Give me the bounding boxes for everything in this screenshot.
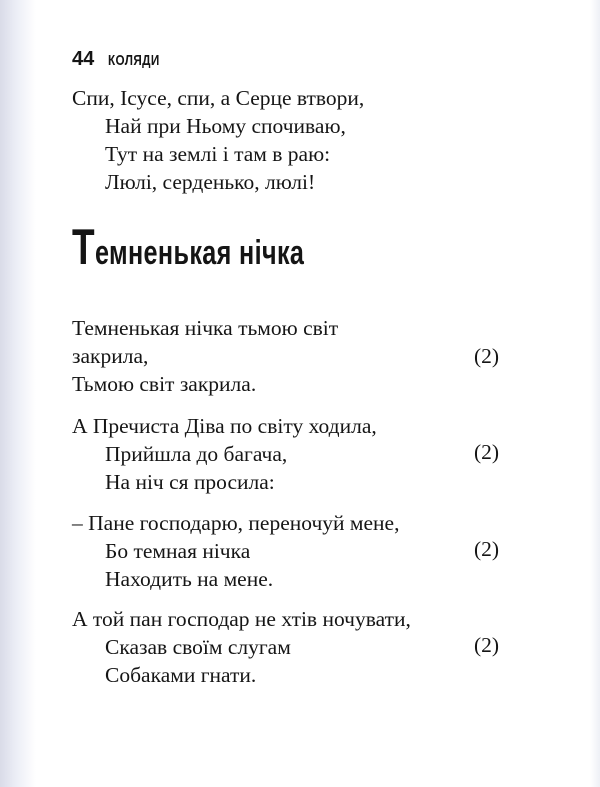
stanza-3: [72, 509, 399, 593]
verse-line: Тьмою світ закрила.: [72, 372, 257, 396]
verse-line: Собаками гнати.: [105, 663, 257, 687]
repeat-marker: (2): [474, 344, 500, 368]
running-head: КОЛЯДИ: [108, 52, 160, 69]
page-right-edge: [590, 0, 600, 787]
repeat-marker: (2): [474, 537, 500, 561]
page-number: 44: [72, 48, 95, 70]
stanza-2: [72, 412, 377, 496]
page-gutter-shadow: [0, 0, 36, 787]
song-title-rest: емненькая нічка: [94, 234, 305, 272]
song-title-initial: Т: [72, 219, 95, 275]
verse-line: – Пане господарю, переночуй мене,: [72, 511, 400, 535]
verse-line: На ніч ся просила:: [105, 470, 275, 494]
repeat-marker: (2): [474, 633, 500, 657]
verse-line: Сказав своїм слугам: [105, 635, 291, 659]
verse-line: закрила,: [72, 344, 149, 368]
verse-line: Люлі, серденько, люлі!: [105, 170, 316, 194]
song-title: [72, 219, 305, 276]
page-header: [72, 48, 174, 71]
verse-line: Бо темная нічка: [105, 539, 251, 563]
previous-song-ending: [72, 84, 364, 196]
repeat-marker: (2): [474, 440, 500, 464]
stanza-4: [72, 605, 411, 689]
verse-line: А той пан господар не хтів ночувати,: [72, 607, 411, 631]
verse-line: Темненькая нічка тьмою світ: [72, 316, 339, 340]
verse-line: А Пречиста Діва по світу ходила,: [72, 414, 377, 438]
verse-line: Находить на мене.: [105, 567, 274, 591]
verse-line: Тут на землі і там в раю:: [105, 142, 331, 166]
verse-line: Спи, Ісусе, спи, а Серце втвори,: [72, 86, 365, 110]
verse-line: Най при Ньому спочиваю,: [105, 114, 346, 138]
verse-line: Прийшла до багача,: [105, 442, 288, 466]
stanza-1: [72, 314, 338, 398]
